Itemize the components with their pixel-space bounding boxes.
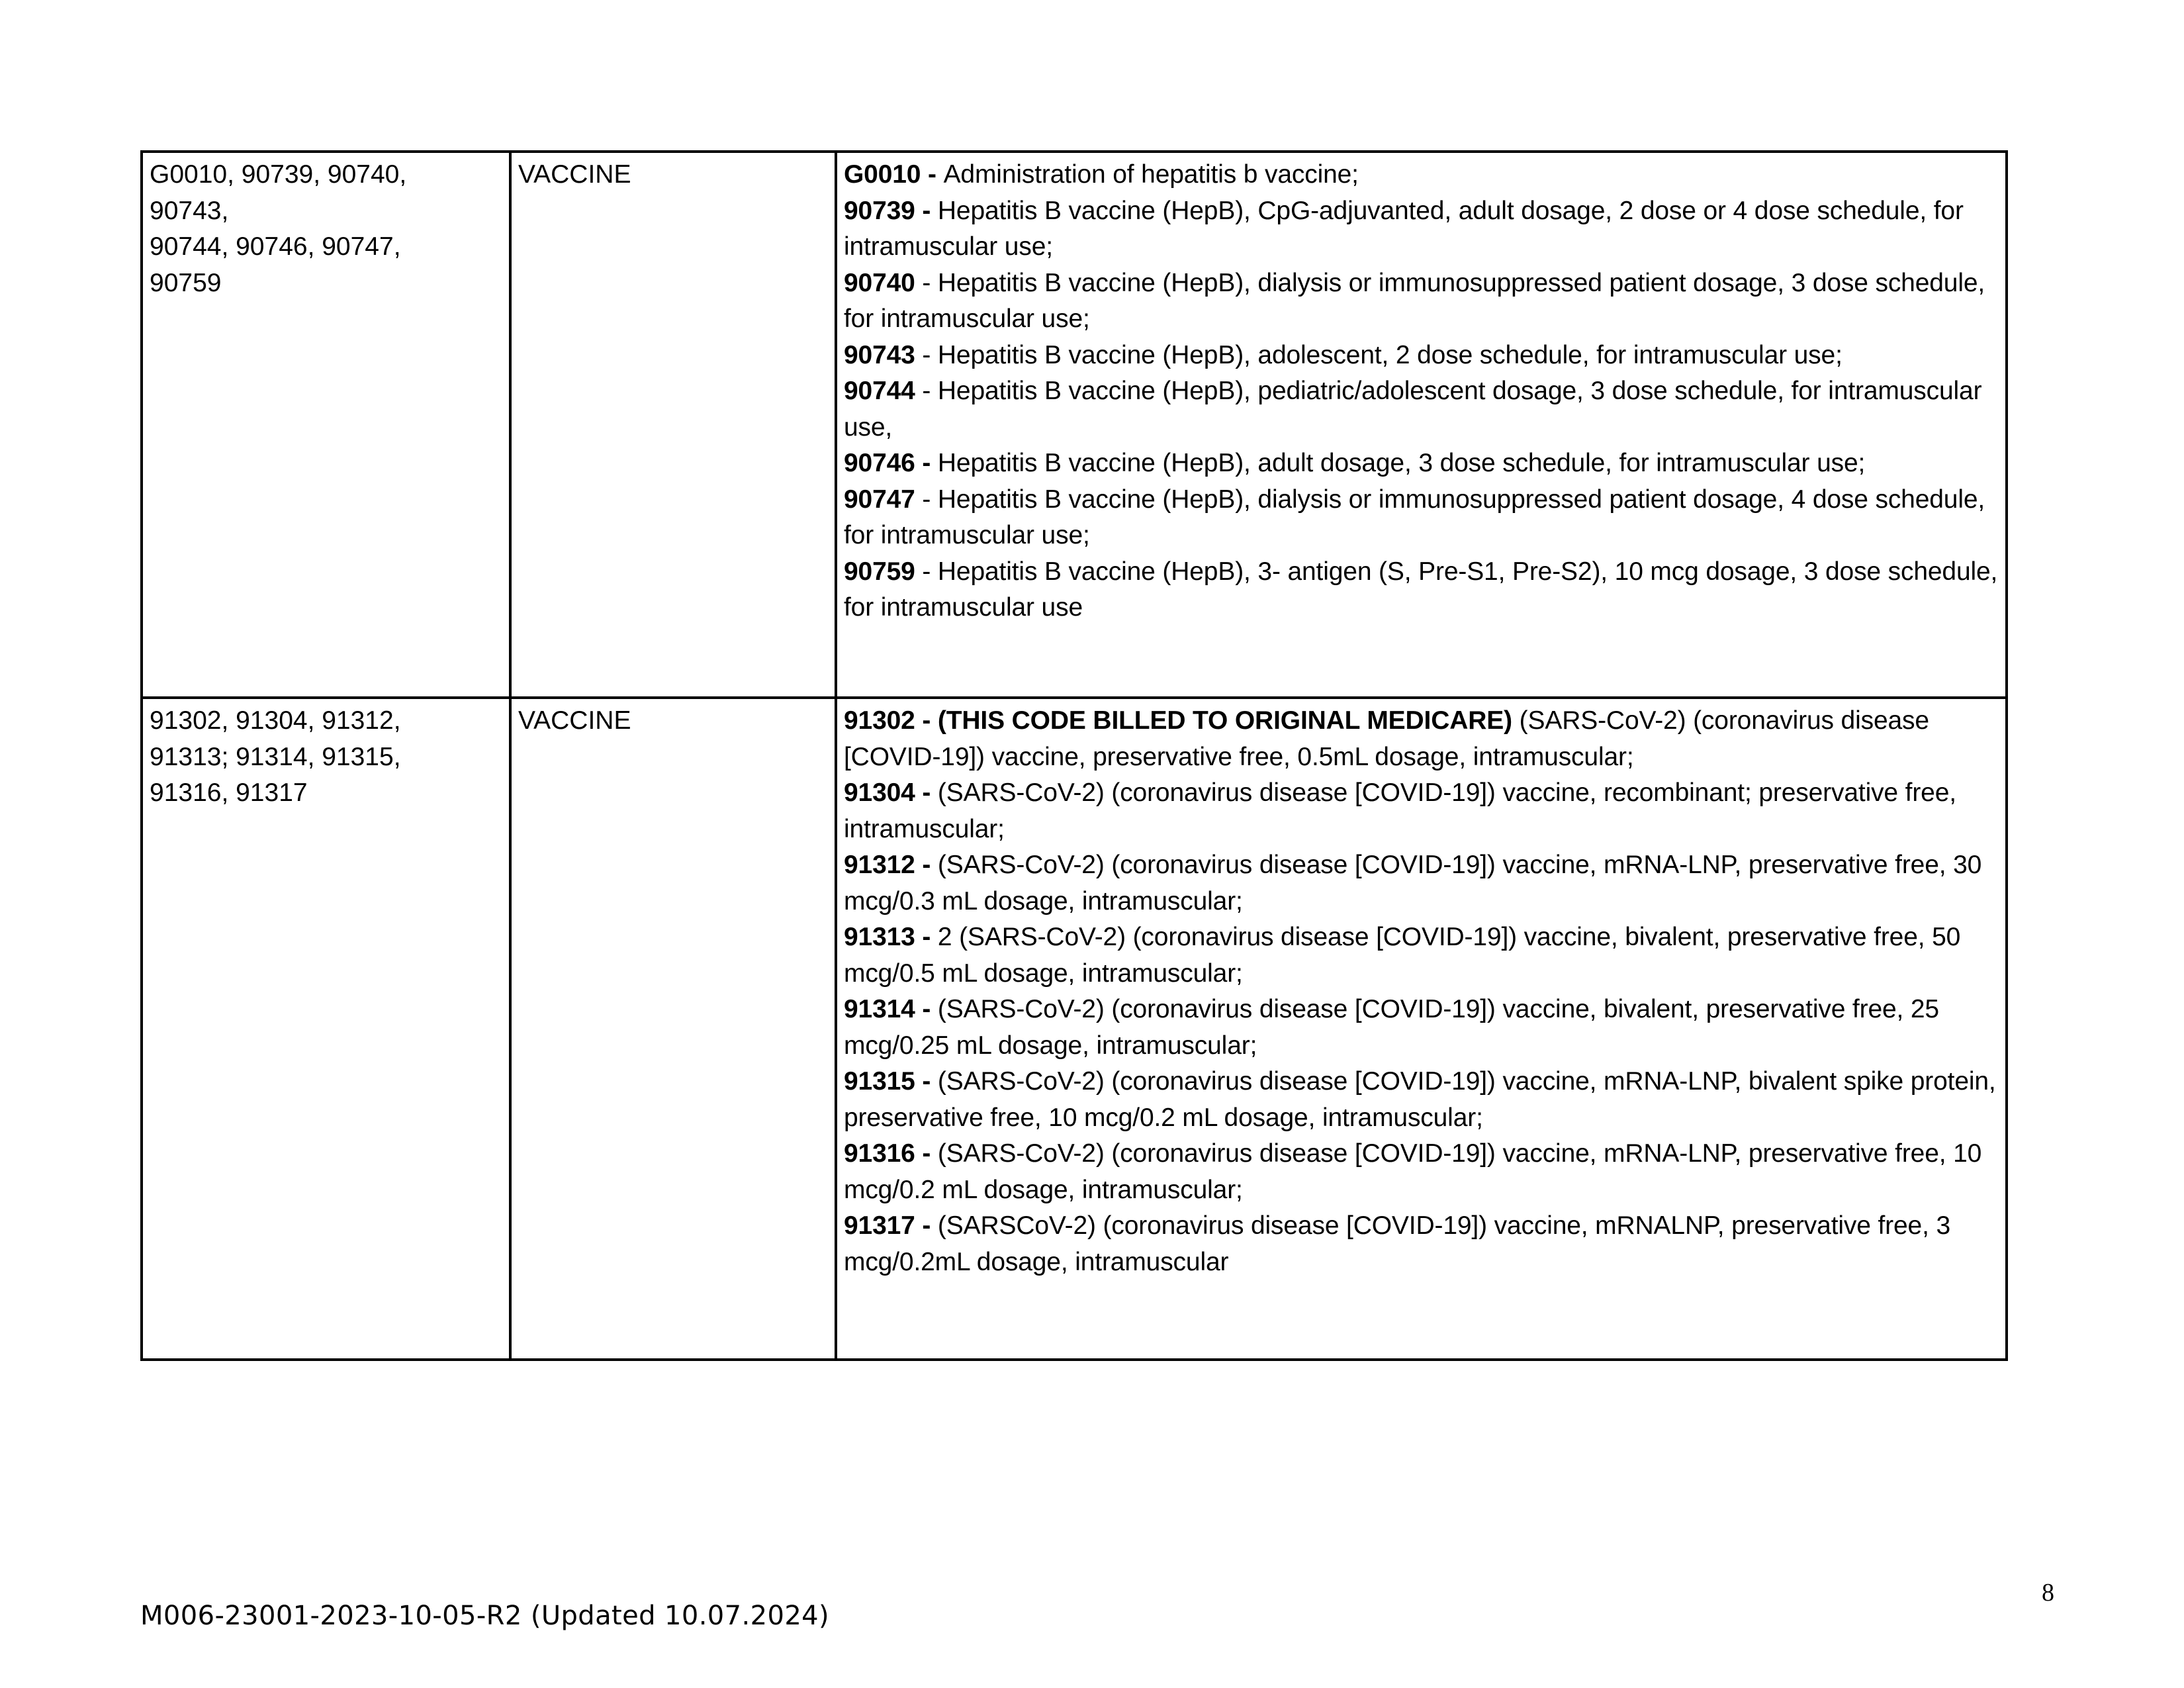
description-code: G0010 -	[844, 160, 944, 189]
description-text: Administration of hepatitis b vaccine;	[943, 160, 1359, 189]
description-entry	[844, 775, 2003, 847]
description-entry	[844, 1136, 2003, 1208]
description-text: Hepatitis B vaccine (HepB), CpG-adjuvanted, adult dosage, 2 dose or 4 dose schedule, for intramuscular use;	[844, 196, 1964, 261]
description-text: (SARSCoV-2) (coronavirus disease [COVID-19]) vaccine, mRNALNP, preservative free, 3 mcg/0.2mL dosage, intramuscular	[844, 1211, 1950, 1276]
description-entry	[844, 445, 2003, 482]
description-code: 90746 -	[844, 449, 938, 477]
description-entry	[844, 919, 2003, 992]
description-entry	[844, 157, 2003, 193]
category-cell: VACCINE	[510, 698, 836, 1360]
description-entry	[844, 992, 2003, 1064]
table-row	[142, 698, 2007, 1360]
description-code: 91304 -	[844, 778, 938, 807]
description-entry	[844, 847, 2003, 919]
description-entry	[844, 482, 2003, 554]
description-text: - Hepatitis B vaccine (HepB), pediatric/adolescent dosage, 3 dose schedule, for intramuscular use,	[844, 377, 1982, 442]
description-entry	[844, 1208, 2003, 1280]
codes-cell: G0010, 90739, 90740, 90743, 90744, 90746, 90747, 90759	[142, 152, 510, 698]
description-code: 90743	[844, 340, 915, 369]
description-entry	[844, 1064, 2003, 1136]
description-code: 91312 -	[844, 851, 938, 879]
code-table	[140, 150, 2008, 1361]
description-code: 90739 -	[844, 196, 938, 225]
description-text: - Hepatitis B vaccine (HepB), adolescent, 2 dose schedule, for intramuscular use;	[915, 340, 1843, 369]
description-text: (SARS-CoV-2) (coronavirus disease [COVID-19]) vaccine, mRNA-LNP, preservative free, 10 mcg/0.2 mL dosage, intramuscular;	[844, 1139, 1982, 1204]
description-text: (SARS-CoV-2) (coronavirus disease [COVID-19]) vaccine, preservative free, 0.5mL dosage, intramuscular;	[844, 706, 1929, 771]
description-cell	[836, 698, 2007, 1360]
description-text: - Hepatitis B vaccine (HepB), 3- antigen (S, Pre-S1, Pre-S2), 10 mcg dosage, 3 dose schedule, for intramuscular use	[844, 557, 1998, 622]
description-entry	[844, 338, 2003, 374]
description-entry	[844, 265, 2003, 338]
description-code: 90759	[844, 557, 915, 586]
description-text: Hepatitis B vaccine (HepB), adult dosage, 3 dose schedule, for intramuscular use;	[937, 449, 1866, 477]
category-cell: VACCINE	[510, 152, 836, 698]
footer-document-id: M006-23001-2023-10-05-R2 (Updated 10.07.2024)	[140, 1601, 830, 1631]
description-text: (SARS-CoV-2) (coronavirus disease [COVID-19]) vaccine, bivalent, preservative free, 25 mcg/0.25 mL dosage, intramuscular;	[844, 995, 1939, 1060]
table-row	[142, 152, 2007, 698]
description-code: 91317 -	[844, 1211, 938, 1240]
description-entry	[844, 193, 2003, 265]
description-entry	[844, 373, 2003, 445]
description-code: 91302 - (THIS CODE BILLED TO ORIGINAL MEDICARE)	[844, 706, 1512, 735]
description-text: (SARS-CoV-2) (coronavirus disease [COVID-19]) vaccine, mRNA-LNP, bivalent spike protein, preservative free, 10 mcg/0.2 mL dosage, intramuscular;	[844, 1067, 1996, 1132]
description-text: - Hepatitis B vaccine (HepB), dialysis or immunosuppressed patient dosage, 3 dose schedule, for intramuscular use;	[844, 268, 1985, 333]
codes-cell: 91302, 91304, 91312, 91313; 91314, 91315, 91316, 91317	[142, 698, 510, 1360]
description-code: 91316 -	[844, 1139, 938, 1168]
description-code: 91315 -	[844, 1067, 938, 1096]
description-code: 91314 -	[844, 995, 938, 1023]
description-code: 90747	[844, 485, 915, 514]
description-text: (SARS-CoV-2) (coronavirus disease [COVID-19]) vaccine, mRNA-LNP, preservative free, 30 mcg/0.3 mL dosage, intramuscular;	[844, 851, 1982, 915]
description-cell	[836, 152, 2007, 698]
description-text: 2 (SARS-CoV-2) (coronavirus disease [COVID-19]) vaccine, bivalent, preservative free, 50 mcg/0.5 mL dosage, intramuscular;	[844, 923, 1961, 988]
description-entry	[844, 554, 2003, 626]
description-entry	[844, 703, 2003, 775]
description-code: 90744	[844, 377, 915, 405]
description-text: - Hepatitis B vaccine (HepB), dialysis or immunosuppressed patient dosage, 4 dose schedule, for intramuscular use;	[844, 485, 1985, 549]
description-text: (SARS-CoV-2) (coronavirus disease [COVID-19]) vaccine, recombinant; preservative free, intramuscular;	[844, 778, 1956, 843]
description-code: 91313 -	[844, 923, 938, 951]
page-number: 8	[2042, 1579, 2054, 1607]
description-code: 90740	[844, 268, 915, 297]
